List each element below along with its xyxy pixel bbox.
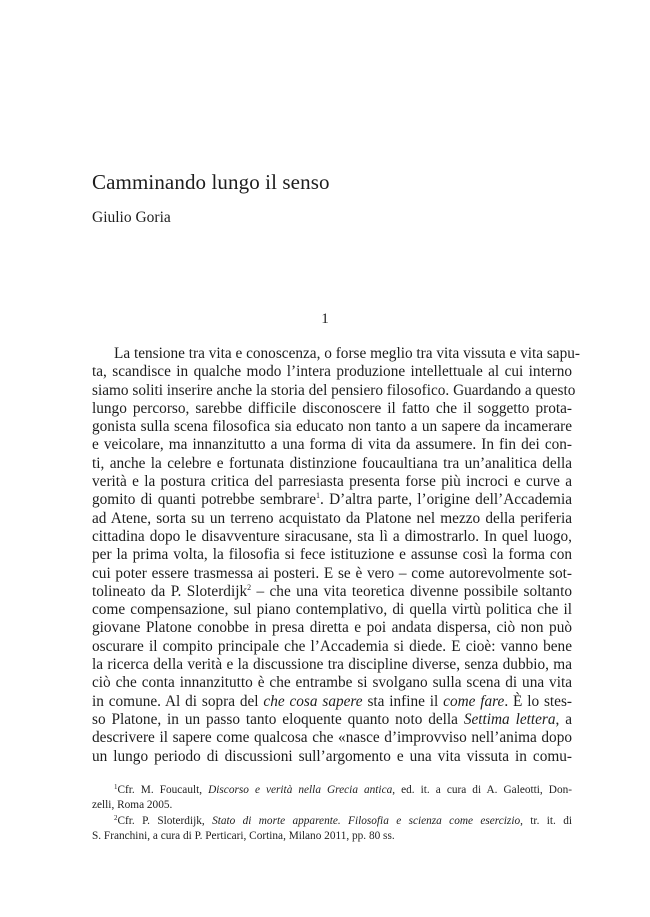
body-line: giovane Platone conobbe in presa diretta e poi andata dispersa, ciò non può: [92, 619, 572, 637]
body-line: ad Atene, sorta su un terreno acquistato da Platone nel mezzo della periferia: [92, 509, 572, 527]
section-number: 1: [321, 311, 329, 327]
body-line: gonista sulla scena filosofica sia educato non tanto a un sapere da incamerare: [92, 418, 572, 436]
body-line: e veicolare, ma innanzitutto a una forma di vita da assumere. In fin dei con-: [92, 436, 572, 454]
footnote-work-title: Discorso e verità nella Grecia antica: [208, 784, 393, 796]
body-text-segment: gomito di quanti potrebbe sembrare: [92, 491, 317, 509]
body-line: verità e la postura critica del parresiasta presenta forse più incroci e curve a: [92, 473, 572, 491]
italic-phrase: come fare: [443, 692, 505, 710]
body-line: ti, anche la celebre e fortunata distinzione foucaultiana tra un’analitica della: [92, 454, 572, 472]
body-text-segment: . D’altra parte, l’origine dell’Accademia: [320, 491, 572, 509]
footnote-2: [92, 814, 572, 829]
body-line: La tensione tra vita e conoscenza, o forse meglio tra vita vissuta e vita sapu-: [114, 345, 580, 362]
italic-phrase: che cosa sapere: [263, 692, 363, 710]
body-line: descrivere il sapere come qualcosa che «nasce d’improvviso nell’anima dopo: [92, 729, 572, 747]
footnote-work-title: Stato di morte apparente. Filosofia e scienza come esercizio: [212, 814, 521, 827]
footnote-1: [92, 783, 572, 798]
footnote-line: zelli, Roma 2005.: [92, 799, 173, 812]
footnote-text: Cfr. P. Sloterdijk,: [117, 814, 213, 827]
body-line: per la prima volta, la filosofia si fece istituzione e assunse così la forma con: [92, 546, 572, 564]
footnotes: [92, 783, 572, 844]
body-text-segment: , a: [555, 710, 572, 728]
footnote-number: 1: [114, 783, 118, 791]
body-line: [92, 583, 572, 601]
italic-work-title: Settima lettera: [463, 710, 556, 728]
body-text: [92, 345, 580, 766]
body-line: cittadina dopo le disavventure siracusane, sta lì a dimostrarlo. In quel luogo,: [92, 527, 572, 545]
body-text-segment: so Platone, in un passo tanto eloquente quanto noto della: [92, 710, 464, 728]
body-line: ta, scandisce in qualche modo l’intera produzione intellettuale al cui interno: [92, 363, 572, 381]
footnote-line: S. Franchini, a cura di P. Perticari, Cortina, Milano 2011, pp. 80 ss.: [92, 829, 395, 842]
body-line: un lungo periodo di discussioni sull’argomento e una vita vissuta in comu-: [92, 747, 572, 765]
body-line: siamo soliti inserire anche la storia del pensiero filosofico. Guardando a questo: [92, 381, 576, 399]
body-text-segment: tolineato da P. Sloterdijk: [92, 582, 248, 600]
footnote-text: Cfr. M. Foucault,: [117, 784, 209, 796]
body-line: oscurare il compito principale che l’Accademia si diede. E cioè: vanno bene: [92, 637, 572, 655]
body-text-segment: – che una vita teoretica divenne possibile soltanto: [251, 582, 572, 600]
body-line: lungo percorso, sarebbe difficile disconoscere il fatto che il soggetto prota-: [92, 399, 572, 417]
author-name: Giulio Goria: [92, 209, 171, 226]
body-line: [92, 491, 572, 509]
footnote-text: , tr. it. di: [520, 814, 572, 827]
body-line: [92, 693, 572, 711]
body-line: come compensazione, sul piano contemplativo, di quella virtù politica che il: [92, 601, 572, 619]
body-line: [92, 711, 572, 729]
body-text-segment: in comune. Al di sopra del: [92, 692, 264, 710]
body-text-segment: sta infine il: [362, 692, 444, 710]
body-line: ciò che conta innanzitutto è che entrambe si svolgano sulla scena di una vita: [92, 674, 572, 692]
footnote-text: , ed. it. a cura di A. Galeotti, Don-: [392, 784, 572, 796]
chapter-title: Camminando lungo il senso: [92, 170, 330, 194]
body-text-segment: . È lo stes-: [504, 692, 573, 710]
body-line: la ricerca della verità e la discussione tra discipline diverse, senza dubbio, ma: [92, 656, 572, 674]
footnote-reference[interactable]: 2: [247, 582, 252, 592]
body-line: cui poter essere trasmessa ai posteri. E se è vero – come autorevolmente sot-: [92, 564, 572, 582]
footnote-reference[interactable]: 1: [316, 491, 321, 501]
footnote-number: 2: [114, 813, 118, 822]
